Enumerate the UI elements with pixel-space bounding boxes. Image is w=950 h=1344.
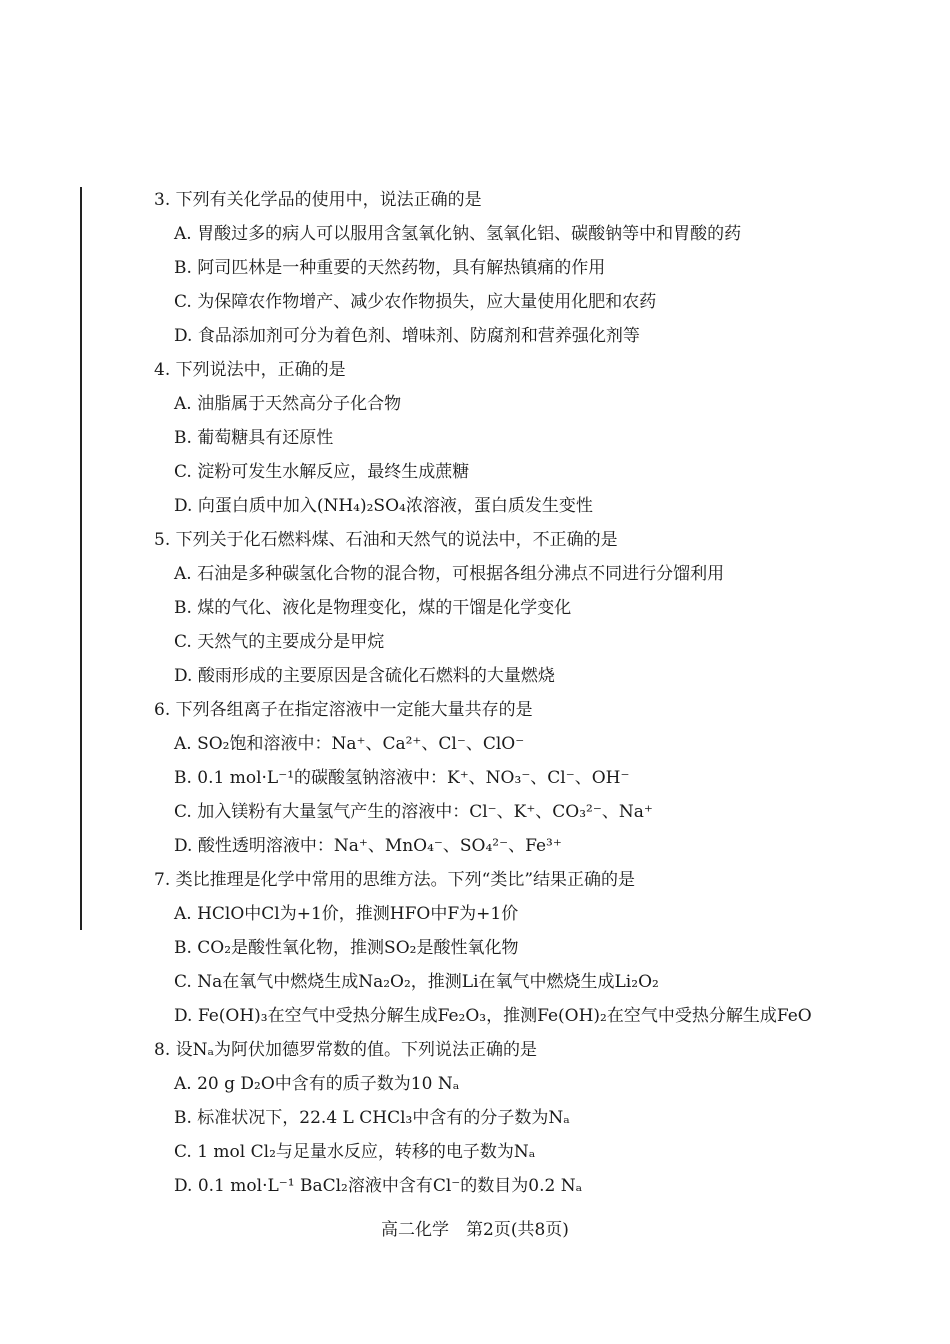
question-7-option-a: A. HClO中Cl为+1价，推测HFO中F为+1价 [174,904,519,924]
question-4-option-d: D. 向蛋白质中加入(NH₄)₂SO₄浓溶液，蛋白质发生变性 [174,496,593,516]
question-3-option-c: C. 为保障农作物增产、减少农作物损失，应大量使用化肥和农药 [174,292,657,312]
question-6-option-d: D. 酸性透明溶液中：Na⁺、MnO₄⁻、SO₄²⁻、Fe³⁺ [174,836,562,856]
binding-margin-line [80,187,82,930]
question-6-option-c: C. 加入镁粉有大量氢气产生的溶液中：Cl⁻、K⁺、CO₃²⁻、Na⁺ [174,802,653,822]
question-4-option-b: B. 葡萄糖具有还原性 [174,428,334,448]
question-6-stem: 6. 下列各组离子在指定溶液中一定能大量共存的是 [154,700,533,720]
question-6-option-a: A. SO₂饱和溶液中：Na⁺、Ca²⁺、Cl⁻、ClO⁻ [174,734,525,754]
question-8-option-c: C. 1 mol Cl₂与足量水反应，转移的电子数为Nₐ [174,1142,536,1162]
question-5-option-c: C. 天然气的主要成分是甲烷 [174,632,385,652]
question-5-stem: 5. 下列关于化石燃料煤、石油和天然气的说法中，不正确的是 [154,530,618,550]
question-7-option-d: D. Fe(OH)₃在空气中受热分解生成Fe₂O₃，推测Fe(OH)₂在空气中受热分解生成FeO [174,1006,812,1026]
question-7-option-c: C. Na在氧气中燃烧生成Na₂O₂，推测Li在氧气中燃烧生成Li₂O₂ [174,972,659,992]
question-5-option-d: D. 酸雨形成的主要原因是含硫化石燃料的大量燃烧 [174,666,555,686]
question-3-option-b: B. 阿司匹林是一种重要的天然药物，具有解热镇痛的作用 [174,258,606,278]
question-4-option-c: C. 淀粉可发生水解反应，最终生成蔗糖 [174,462,470,482]
question-3-option-d: D. 食品添加剂可分为着色剂、增味剂、防腐剂和营养强化剂等 [174,326,640,346]
question-4-stem: 4. 下列说法中，正确的是 [154,360,346,380]
question-3-stem: 3. 下列有关化学品的使用中，说法正确的是 [154,190,482,210]
question-7-stem: 7. 类比推理是化学中常用的思维方法。下列“类比”结果正确的是 [154,870,636,890]
question-5-option-a: A. 石油是多种碳氢化合物的混合物，可根据各组分沸点不同进行分馏利用 [174,564,725,584]
question-6-option-b: B. 0.1 mol·L⁻¹的碳酸氢钠溶液中：K⁺、NO₃⁻、Cl⁻、OH⁻ [174,768,630,788]
question-8-stem: 8. 设Nₐ为阿伏加德罗常数的值。下列说法正确的是 [154,1040,538,1060]
question-8-option-b: B. 标准状况下，22.4 L CHCl₃中含有的分子数为Nₐ [174,1108,570,1128]
question-5-option-b: B. 煤的气化、液化是物理变化，煤的干馏是化学变化 [174,598,572,618]
page-footer: 高二化学 第2页(共8页) [381,1220,569,1240]
question-3-option-a: A. 胃酸过多的病人可以服用含氢氧化钠、氢氧化铝、碳酸钠等中和胃酸的药 [174,224,742,244]
question-7-option-b: B. CO₂是酸性氧化物，推测SO₂是酸性氧化物 [174,938,519,958]
question-8-option-d: D. 0.1 mol·L⁻¹ BaCl₂溶液中含有Cl⁻的数目为0.2 Nₐ [174,1176,583,1196]
question-8-option-a: A. 20 g D₂O中含有的质子数为10 Nₐ [174,1074,460,1094]
question-list [154,183,914,1203]
question-4-option-a: A. 油脂属于天然高分子化合物 [174,394,402,414]
